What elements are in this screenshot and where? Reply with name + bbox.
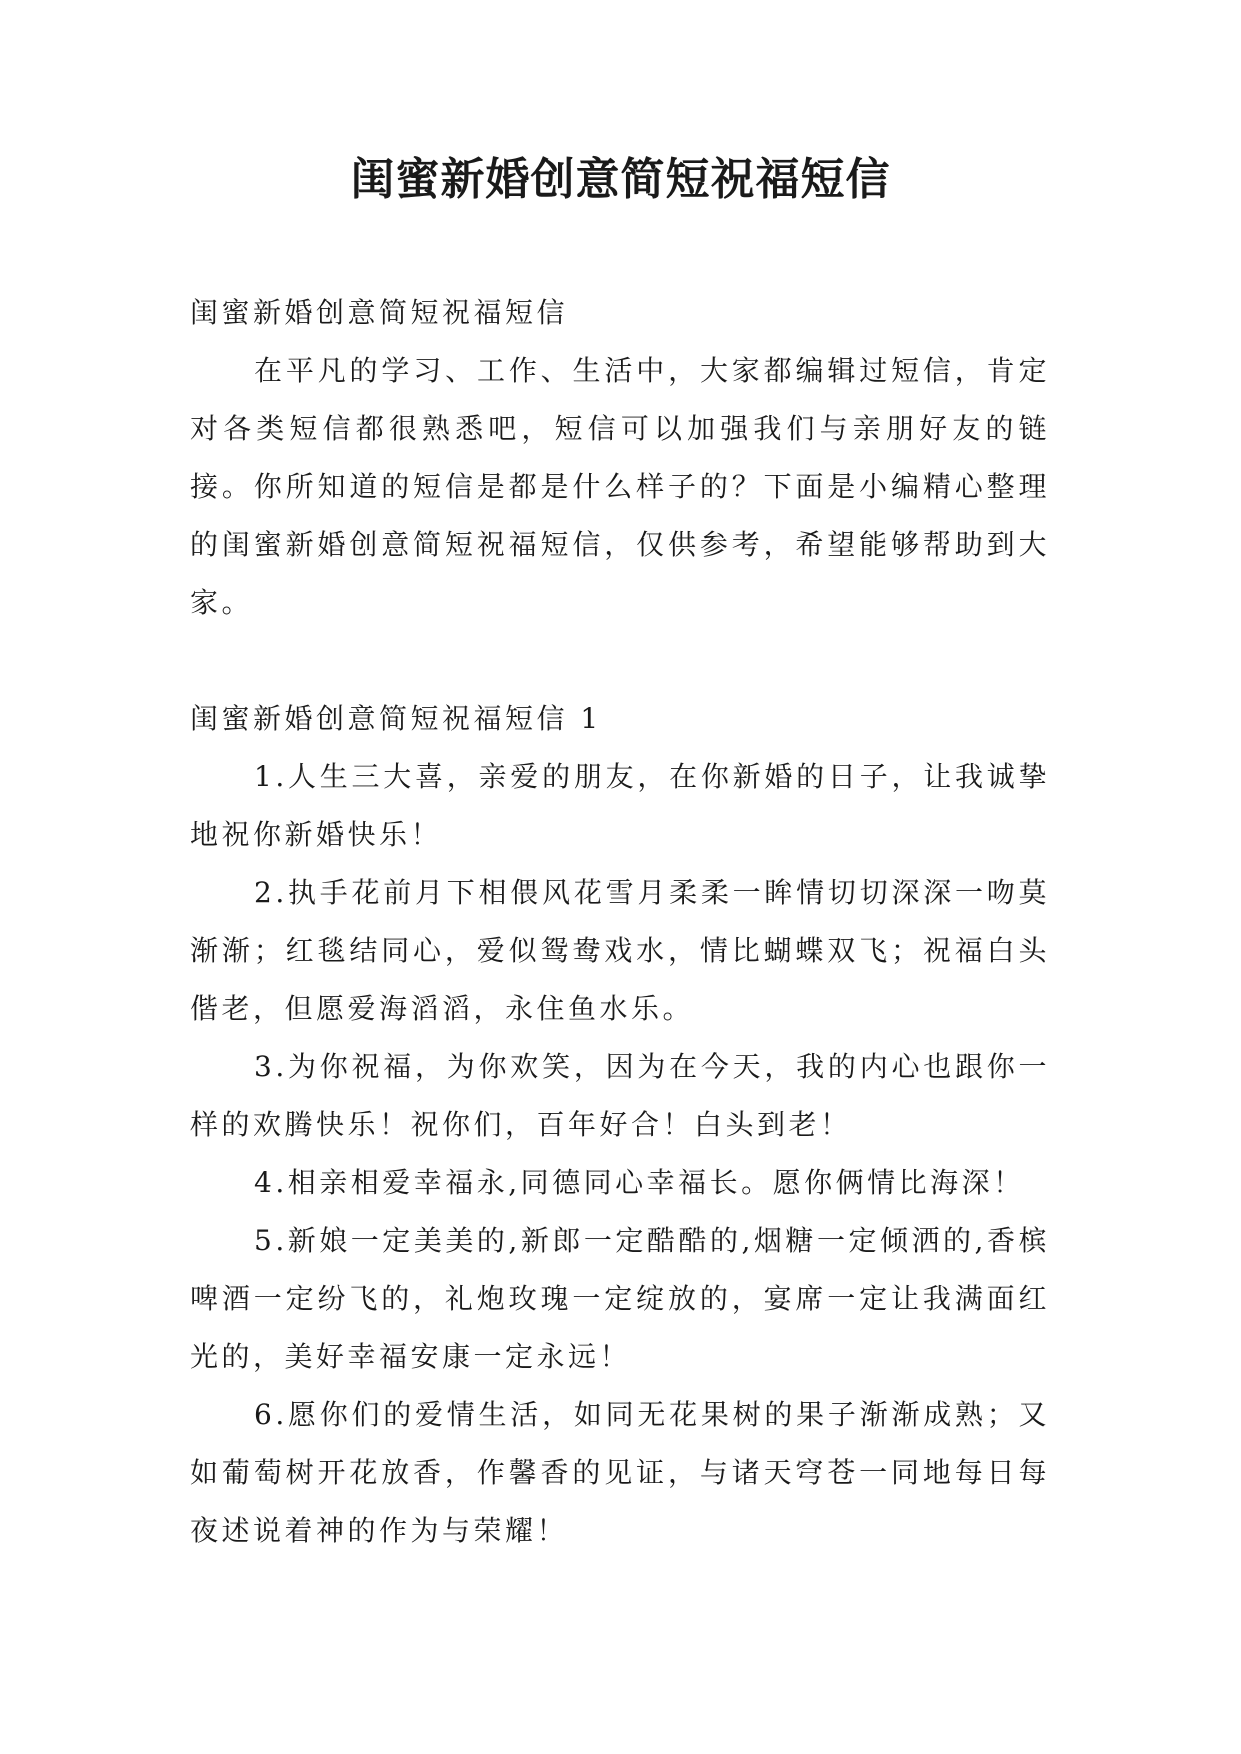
blessing-item-1: 1.人生三大喜，亲爱的朋友，在你新婚的日子，让我诚挚地祝你新婚快乐！ [190, 760, 1050, 851]
blessing-item-2: 2.执手花前月下相偎风花雪月柔柔一眸情切切深深一吻莫渐渐；红毯结同心，爱似鸳鸯戏水，情比蝴蝶双飞；祝福白头偕老，但愿爱海滔滔，永住鱼水乐。 [190, 876, 1050, 1025]
blessing-item-3: 3.为你祝福，为你欢笑，因为在今天，我的内心也跟你一样的欢腾快乐！祝你们，百年好合！白头到老！ [190, 1050, 1050, 1141]
blessing-item-5: 5.新娘一定美美的,新郎一定酷酷的,烟糖一定倾洒的,香槟啤酒一定纷飞的，礼炮玫瑰一定绽放的，宴席一定让我满面红光的，美好幸福安康一定永远！ [190, 1224, 1050, 1373]
section-heading: 闺蜜新婚创意简短祝福短信 1 [190, 702, 602, 735]
intro-paragraph: 在平凡的学习、工作、生活中，大家都编辑过短信，肯定对各类短信都很熟悉吧，短信可以加强我们与亲朋好友的链接。你所知道的短信是都是什么样子的？下面是小编精心整理的闺蜜新婚创意简短祝福短信，仅供参考，希望能够帮助到大家。 [190, 354, 1050, 619]
blessing-item-4: 4.相亲相爱幸福永,同德同心幸福长。愿你俩情比海深！ [254, 1166, 1025, 1199]
document-title: 闺蜜新婚创意简短祝福短信 [350, 154, 891, 205]
paragraph-spacer [190, 632, 1050, 690]
subtitle: 闺蜜新婚创意简短祝福短信 [190, 296, 569, 329]
blessing-item-6: 6.愿你们的爱情生活，如同无花果树的果子渐渐成熟；又如葡萄树开花放香，作馨香的见证，与诸天穹苍一同地每日每夜述说着神的作为与荣耀！ [190, 1398, 1050, 1547]
document-body [190, 284, 1050, 1560]
